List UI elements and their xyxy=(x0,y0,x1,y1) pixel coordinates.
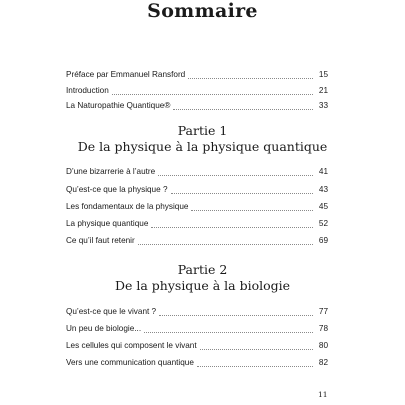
dot-leader xyxy=(200,348,313,350)
toc-entry-page: 82 xyxy=(318,358,328,367)
toc-entry-page: 43 xyxy=(318,185,328,194)
toc-entry[interactable] xyxy=(66,305,328,319)
toc-entry-page: 41 xyxy=(318,167,328,176)
toc-entry-page: 69 xyxy=(318,236,328,245)
toc-entry-page: 15 xyxy=(318,70,328,79)
dot-leader xyxy=(159,314,313,316)
toc-entry[interactable] xyxy=(66,99,328,113)
toc-entry-label: Introduction xyxy=(66,86,109,95)
dot-leader xyxy=(188,77,313,79)
dot-leader xyxy=(112,93,313,95)
dot-leader xyxy=(171,192,313,194)
toc-entry-label: D’une bizarrerie à l’autre xyxy=(66,167,156,176)
toc-entry-label: Préface par Emmanuel Ransford xyxy=(66,70,186,79)
page-title: Sommaire xyxy=(147,0,258,22)
toc-entry-label: Un peu de biologie... xyxy=(66,324,142,333)
dot-leader xyxy=(151,226,312,228)
toc-entry[interactable] xyxy=(66,356,328,370)
toc-entry[interactable] xyxy=(66,339,328,353)
toc-entry[interactable] xyxy=(66,322,328,336)
toc-entry[interactable] xyxy=(66,84,328,98)
toc-entry-page: 78 xyxy=(318,324,328,333)
toc-entry-label: Qu’est-ce que la physique ? xyxy=(66,185,168,194)
part-title: De la physique à la biologie xyxy=(114,278,291,293)
dot-leader xyxy=(138,243,313,245)
toc-entry-page: 77 xyxy=(318,307,328,316)
toc-entry[interactable] xyxy=(66,68,328,82)
toc-entry-label: La Naturopathie Quantique® xyxy=(66,101,171,110)
toc-entry[interactable] xyxy=(66,165,328,179)
toc-entry[interactable] xyxy=(66,183,328,197)
toc-entry-page: 45 xyxy=(318,202,328,211)
toc-entry-label: Les fondamentaux de la physique xyxy=(66,202,189,211)
dot-leader xyxy=(144,331,313,333)
toc-entry-label: Les cellules qui composent le vivant xyxy=(66,341,197,350)
toc-entry[interactable] xyxy=(66,200,328,214)
toc-entry-label: Vers une communication quantique xyxy=(66,358,194,367)
part-number: Partie 2 xyxy=(177,262,228,277)
toc-entry[interactable] xyxy=(66,217,328,231)
page-number: 11 xyxy=(318,390,328,399)
part-title: De la physique à la physique quantique xyxy=(77,139,328,154)
toc-entry-label: Qu’est-ce que le vivant ? xyxy=(66,307,157,316)
dot-leader xyxy=(191,209,312,211)
toc-entry[interactable] xyxy=(66,234,328,248)
toc-entry-label: Ce qu’il faut retenir xyxy=(66,236,135,245)
toc-entry-page: 33 xyxy=(318,101,328,110)
toc-entry-page: 80 xyxy=(318,341,328,350)
toc-entry-label: La physique quantique xyxy=(66,219,149,228)
toc-entry-page: 21 xyxy=(318,86,328,95)
part-number: Partie 1 xyxy=(177,123,228,138)
dot-leader xyxy=(197,365,313,367)
dot-leader xyxy=(158,174,313,176)
dot-leader xyxy=(173,108,313,110)
toc-entry-page: 52 xyxy=(318,219,328,228)
